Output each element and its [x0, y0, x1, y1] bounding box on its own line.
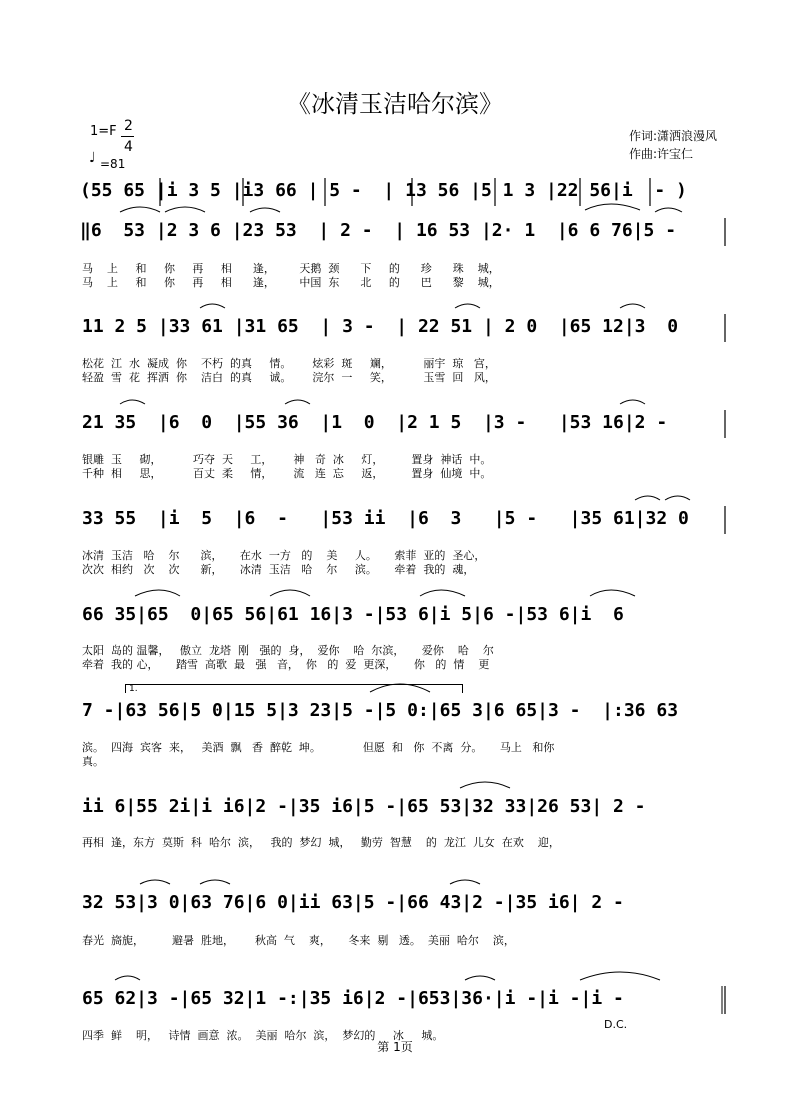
- slur: [200, 880, 230, 884]
- slur: [140, 880, 170, 884]
- lyric-line: 轻盈 雪 花 挥洒 你 洁白 的真 诚。 浣尔 一 笑， 玉雪 回 风，: [82, 371, 496, 384]
- da-capo-mark: D.C.: [604, 1018, 628, 1031]
- score-row-10: 65 62|3 -|65 32|1 -:|35 i6|2 -|653|36·|i -|i -|i -: [82, 988, 624, 1009]
- lyric-line: 春光 旖旎， 避暑 胜地， 秋高 气 爽， 冬来 剔 透。 美丽 哈尔 滨，: [82, 934, 515, 947]
- lyric-line: 牵着 我的 心， 踏雪 高歌 最 强 音， 你 的 爱 更深， 你 的 情 更: [82, 658, 490, 671]
- tempo-value: =81: [100, 157, 126, 171]
- tempo-note-icon: ♩: [89, 150, 96, 166]
- slur: [120, 400, 145, 404]
- slur: [620, 400, 645, 404]
- lyricist-credit: 作词:潇洒浪漫风: [629, 129, 718, 143]
- score-row-1: (55 65 |i 3 5 |i3 66 | 5 - | 13 56 |5 1 3 |22 56|i - ): [80, 180, 687, 201]
- lyric-line: 马 上 和 你 再 相 逢， 天鹅 颈 下 的 珍 珠 城，: [82, 262, 500, 275]
- slur: [465, 976, 495, 980]
- lyric-line: 千种 相 思， 百丈 柔 情， 流 连 忘 返， 置身 仙境 中。: [82, 467, 492, 480]
- slur: [655, 208, 682, 212]
- slur: [115, 976, 140, 980]
- time-signature-top: 2: [124, 118, 133, 134]
- slur: [120, 207, 160, 212]
- lyric-line: 马 上 和 你 再 相 逢， 中国 东 北 的 巴 黎 城，: [82, 276, 500, 289]
- slur: [370, 684, 430, 692]
- composer-credit: 作曲:许宝仁: [629, 147, 694, 161]
- lyric-line: 四季 鲜 明， 诗情 画意 浓。 美丽 哈尔 滨， 梦幻的 冰 城。: [82, 1029, 444, 1042]
- lyric-line: 次次 相约 次 次 新， 冰清 玉洁 哈 尔 滨。 牵着 我的 魂，: [82, 563, 475, 576]
- time-signature-bottom: 4: [124, 139, 133, 155]
- score-row-6: 66 35|65 0|65 56|61 16|3 -|53 6|i 5|6 -|53 6|i 6: [82, 604, 624, 625]
- lyric-line: 真。: [82, 755, 104, 768]
- slur: [665, 496, 690, 500]
- song-title: 《冰清玉洁哈尔滨》: [287, 90, 503, 118]
- slur: [580, 972, 660, 980]
- score-row-9: 32 53|3 0|63 76|6 0|ii 63|5 -|66 43|2 -|35 i6| 2 -: [82, 892, 624, 913]
- score-row-5: 33 55 |i 5 |6 - |53 ii |6 3 |5 - |35 61|32 0: [82, 508, 689, 529]
- slur: [285, 400, 310, 404]
- slur: [135, 590, 180, 596]
- score-row-4: 21 35 |6 0 |55 36 |1 0 |2 1 5 |3 - |53 16|2 -: [82, 412, 668, 433]
- lyric-line: 再相 逢，东方 莫斯 科 哈尔 滨， 我的 梦幻 城， 勤劳 智慧 的 龙江 儿女 在欢 迎，: [82, 836, 560, 849]
- lyric-line: 松花 江 水 凝成 你 不朽 的真 情。 炫彩 斑 斓， 丽宇 琼 宫，: [82, 357, 496, 370]
- lyric-line: 冰清 玉洁 哈 尔 滨， 在水 一方 的 美 人。 索菲 亚的 圣心，: [82, 549, 486, 562]
- slur: [460, 782, 510, 788]
- score-row-7: 7 -|63 56|5 0|15 5|3 23|5 -|5 0:|65 3|6 65|3 - |:36 63: [82, 700, 679, 721]
- lyric-line: 银雕 玉 砌， 巧夺 天 工， 神 奇 冰 灯， 置身 神话 中。: [82, 453, 492, 466]
- slur: [270, 590, 310, 596]
- score-row-2: ‖6 53 |2 3 6 |23 53 | 2 - | 16 53 |2· 1 |6 6 76|5 -: [80, 220, 677, 241]
- slur: [455, 304, 480, 308]
- page-number: 第 1页: [377, 1040, 413, 1054]
- score-row-8: ii 6|55 2i|i i6|2 -|35 i6|5 -|65 53|32 33|26 53| 2 -: [82, 796, 646, 817]
- slur: [450, 880, 480, 884]
- key-signature: 1=F: [90, 124, 117, 139]
- slur: [590, 590, 635, 596]
- first-ending-label: 1.: [129, 684, 138, 694]
- slur: [165, 207, 205, 212]
- slur: [635, 496, 660, 500]
- slur: [250, 208, 280, 212]
- slur: [200, 304, 225, 308]
- slur: [420, 590, 465, 596]
- lyric-line: 滨。 四海 宾客 来， 美酒 飘 香 醉乾 坤。 但愿 和 你 不离 分。 马上 和你: [82, 741, 555, 754]
- slur: [620, 304, 645, 308]
- slur: [585, 204, 640, 210]
- lyric-line: 太阳 岛的 温馨， 傲立 龙塔 刚 强的 身， 爱你 哈 尔滨， 爱你 哈 尔: [82, 644, 494, 657]
- score-row-3: 11 2 5 |33 61 |31 65 | 3 - | 22 51 | 2 0 |65 12|3 0: [82, 316, 679, 337]
